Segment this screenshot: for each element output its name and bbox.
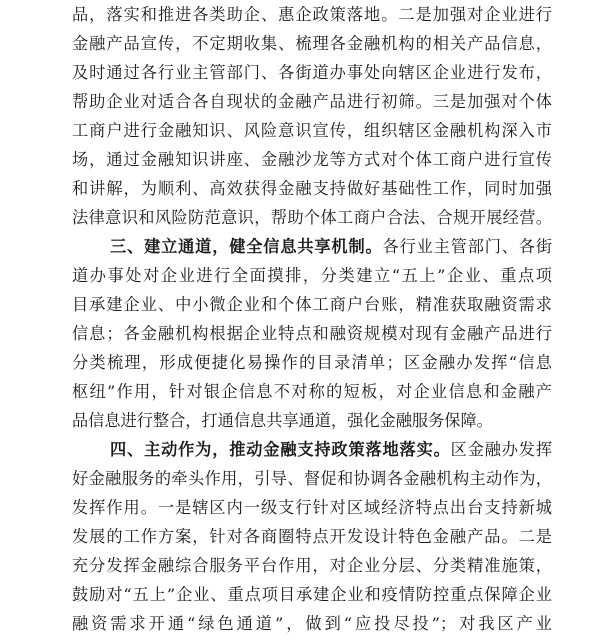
section-four-first-line	[110, 435, 552, 464]
paragraph-line: 发展的工作方案，针对各商圈特点开发设计特色金融产品。二是	[72, 527, 552, 546]
paragraph-line: 品信息进行整合，打通信息共享通道，强化金融服务保障。	[72, 411, 493, 430]
paragraph-line: 信息；各金融机构根据企业特点和融资规模对现有金融产品进行	[72, 324, 552, 343]
section-four-heading: 四、主动作为，推动金融支持政策落地落实。	[110, 440, 451, 459]
paragraph-line: 好金融服务的牵头作用，引导、督促和协调各金融机构主动作为，	[72, 469, 552, 488]
paragraph-line: 法律意识和风险防范意识，帮助个体工商户合法、合规开展经营。	[72, 208, 552, 227]
paragraph-line: 帮助企业对适合各自现状的金融产品进行初筛。三是加强对个体	[72, 92, 552, 111]
paragraph-line: 充分发挥金融综合服务平台作用，对企业分层、分类精准施策，	[72, 556, 552, 575]
paragraph-line: 目承建企业、中小微企业和个体工商户台账，精准获取融资需求	[72, 295, 552, 314]
paragraph-line: 发挥作用。一是辖区内一级支行针对区域经济特点出台支持新城	[72, 498, 552, 517]
section-three-heading: 三、建立通道，健全信息共享机制。	[110, 237, 383, 256]
paragraph-line: 场，通过金融知识讲座、金融沙龙等方式对个体工商户进行宣传	[72, 150, 552, 169]
paragraph-line: 分类梳理，形成便捷化易操作的目录清单；区金融办发挥“信息	[72, 353, 552, 372]
paragraph-line: 鼓励对“五上”企业、重点项目承建企业和疫情防控重点保障企业	[72, 585, 552, 604]
section-four-lead-text: 区金融办发挥	[450, 440, 553, 459]
section-three-first-line	[110, 232, 552, 261]
paragraph-line: 工商户进行金融知识、风险意识宣传，组织辖区金融机构深入市	[72, 121, 552, 140]
paragraph-line: 品，落实和推进各类助企、惠企政策落地。二是加强对企业进行	[72, 5, 552, 24]
paragraph-line: 融资需求开通“绿色通道”，做到“应投尽投”；对我区产业	[72, 614, 552, 633]
paragraph-line: 枢纽”作用，针对银企信息不对称的短板，对企业信息和金融产	[72, 382, 552, 401]
section-three-lead-text: 各行业主管部门、各街	[382, 237, 553, 256]
paragraph-line: 道办事处对企业进行全面摸排，分类建立“五上”企业、重点项	[72, 266, 552, 285]
paragraph-line: 和讲解，为顺利、高效获得金融支持做好基础性工作，同时加强	[72, 179, 552, 198]
paragraph-line: 金融产品宣传，不定期收集、梳理各金融机构的相关产品信息，	[72, 34, 552, 53]
paragraph-line: 及时通过各行业主管部门、各街道办事处向辖区企业进行发布，	[72, 63, 552, 82]
